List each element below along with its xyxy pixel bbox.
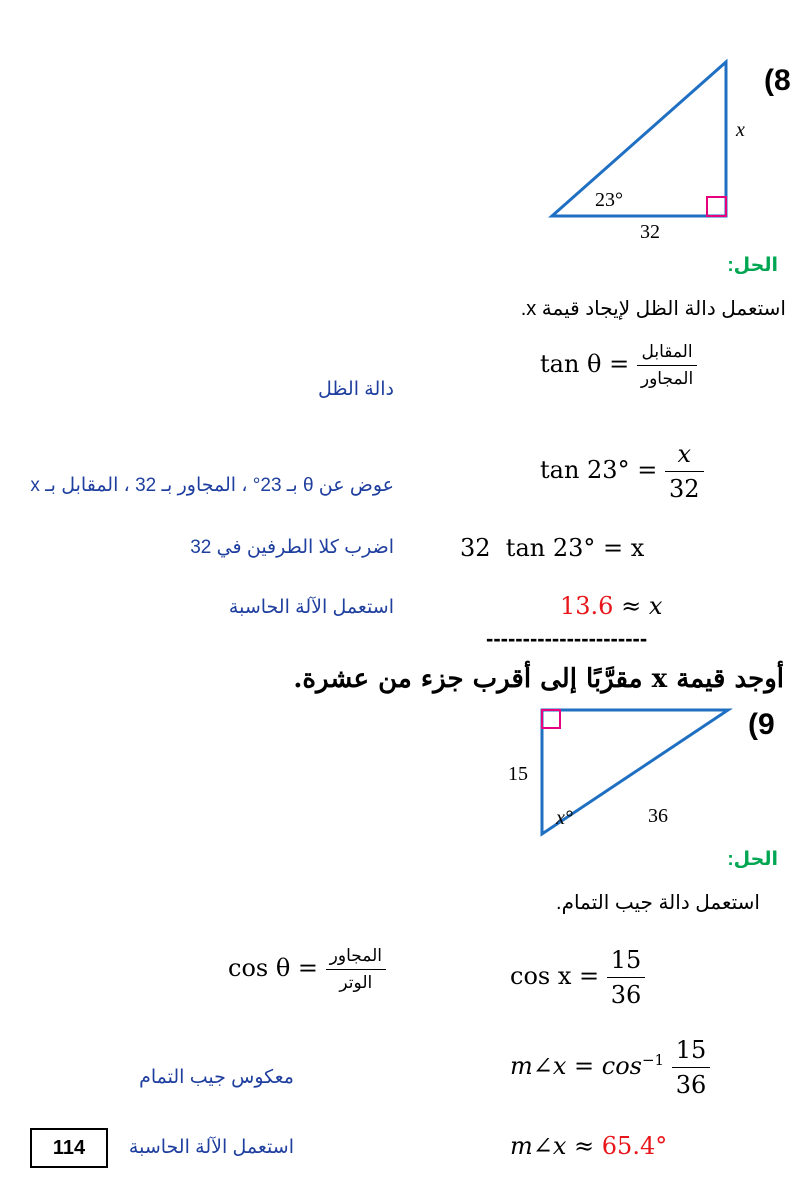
triangle-8-outline (552, 62, 726, 216)
equation-tan23: tan 23° = $\frac{x}{32}$ (540, 440, 704, 503)
equation-cos-x: cos x = $\frac{15}{36}$ (510, 946, 645, 1009)
note-substitute: عوض عن θ بـ 23° ، المجاور بـ 32 ، المقابل بـ x (30, 475, 394, 496)
equation-inverse-cos: m∠x = $\cos^{-1}$ $\frac{15}{36}$ (510, 1036, 710, 1099)
problem-8-number: (8 (764, 64, 791, 97)
equation-multiply: 32 tan 23° = x (460, 534, 645, 562)
equation-result-8: 13.6 ≈ x (560, 592, 663, 620)
intro-8: استعمل دالة الظل لإيجاد قيمة x. (520, 298, 786, 320)
right-angle-marker-8 (707, 197, 726, 216)
page-number: 114 (30, 1128, 108, 1168)
hyp-36-label: 36 (648, 805, 668, 827)
separator: ---------------------- (486, 626, 648, 651)
side-x-label: x (736, 119, 745, 141)
base-32-label: 32 (640, 221, 660, 243)
equation-result-9: m∠x ≈ 65.4° (510, 1132, 668, 1160)
note-inverse-cos: معكوس جيب التمام (139, 1067, 294, 1088)
definition-cos-theta: cos θ = $\frac{\text{المجاور}}{\text{الوتر}}$ (228, 946, 386, 993)
side-15-label: 15 (508, 763, 528, 785)
section-heading: أوجد قيمة x مقرَّبًا إلى أقرب جزء من عشرة. (293, 664, 784, 694)
answer-65-4: 65.4° (601, 1132, 668, 1160)
problem-9-number: (9 (748, 708, 775, 741)
note-calculator-8: استعمل الآلة الحاسبة (228, 597, 394, 618)
note-multiply: اضرب كلا الطرفين في 32 (190, 537, 394, 558)
equation-tan-theta: tan θ = $\frac{\text{المقابل}}{\text{المجاور}}$ (540, 342, 697, 389)
note-tan-function: دالة الظل (317, 379, 394, 400)
angle-23-label: 23° (595, 189, 623, 211)
solution-label-8: الحل: (727, 255, 778, 276)
right-angle-marker-9 (542, 710, 560, 728)
angle-x-label: x° (556, 807, 573, 829)
note-calculator-9: استعمل الآلة الحاسبة (128, 1137, 294, 1158)
triangle-figure-8 (540, 50, 780, 250)
answer-13-6: 13.6 (560, 592, 614, 620)
triangle-figure-9 (500, 700, 740, 850)
solution-label-9: الحل: (727, 849, 778, 870)
intro-9: استعمل دالة جيب التمام. (556, 892, 760, 914)
